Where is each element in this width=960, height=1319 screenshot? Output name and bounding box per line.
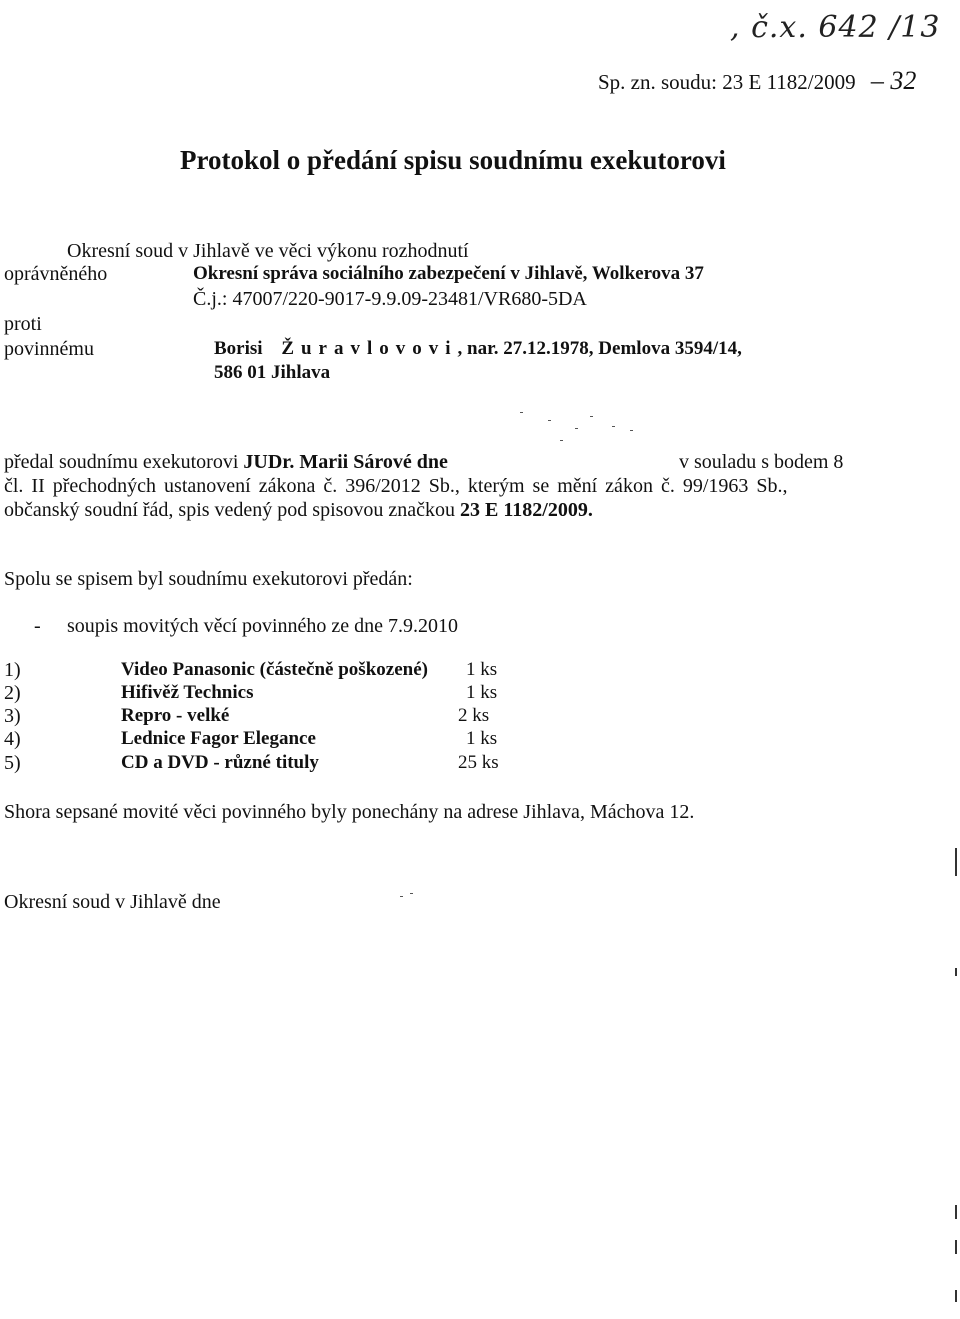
footer-note: Shora sepsané movité věci povinného byly ponechány na adrese Jihlava, Máchova 12. [4, 801, 695, 823]
item-name: Lednice Fagor Elegance [121, 728, 316, 749]
scan-edge-mark [955, 848, 957, 876]
scan-speck [520, 412, 523, 413]
scan-edge-mark [955, 1205, 957, 1219]
against-label: proti [4, 313, 42, 335]
case-reference-text: Sp. zn. soudu: 23 E 1182/2009 [598, 70, 856, 94]
scan-speck [410, 893, 413, 894]
creditor-reference: Č.j.: 47007/220-9017-9.9.09-23481/VR680-5DA [193, 288, 587, 310]
item-quantity: 1 ks [466, 682, 498, 703]
scan-speck [575, 428, 578, 429]
page-title: Protokol o předání spisu soudnímu exekutorovi [180, 145, 726, 175]
scan-edge-mark [955, 1290, 957, 1302]
item-number: 1) [4, 659, 21, 681]
handover-line-1-plain: předal soudnímu exekutorovi [4, 451, 244, 473]
debtor-city: 586 01 Jihlava [214, 362, 331, 383]
debtor-surname: Žuravlovovi [281, 338, 458, 359]
handover-line-1 [4, 450, 866, 474]
case-reference-handwritten: – 32 [870, 66, 917, 95]
creditor-name: Okresní správa sociálního zabezpečení v Jihlavě, Wolkerova 37 [193, 263, 704, 284]
item-quantity: 2 ks [458, 705, 490, 726]
scan-edge-mark [955, 968, 957, 976]
item-name: Repro - velké [121, 705, 230, 726]
debtor-label: povinnému [4, 338, 94, 360]
handwritten-page-mark: , č.x. 642 /13 [730, 10, 941, 45]
case-number: 23 E 1182/2009. [460, 499, 593, 521]
handover-line-3 [4, 498, 866, 522]
scan-speck [630, 430, 633, 431]
item-number: 2) [4, 682, 21, 704]
handover-line-1-right: v souladu s bodem 8 [679, 451, 844, 473]
debtor-name [214, 337, 742, 361]
scan-speck [612, 426, 615, 427]
item-number: 5) [4, 752, 21, 774]
scan-edge-mark [955, 1240, 957, 1254]
item-quantity: 1 ks [466, 659, 498, 680]
item-quantity: 25 ks [458, 752, 499, 773]
item-quantity: 1 ks [466, 728, 498, 749]
case-reference [598, 66, 916, 96]
scan-speck [560, 440, 563, 441]
creditor-label: oprávněného [4, 263, 108, 285]
court-date-line: Okresní soud v Jihlavě dne [4, 891, 221, 913]
court-line: Okresní soud v Jihlavě ve věci výkonu rozhodnutí [67, 240, 469, 262]
bullet-dash: - [34, 615, 41, 637]
item-name: Video Panasonic (částečně poškozené) [121, 659, 428, 680]
enclosure-item: soupis movitých věcí povinného ze dne 7.9.2010 [67, 615, 459, 637]
debtor-name-prefix: Borisi [214, 338, 263, 359]
handover-line-3-plain: občanský soudní řád, spis vedený pod spisovou značkou [4, 499, 461, 521]
item-number: 3) [4, 705, 21, 727]
scan-speck [400, 896, 403, 897]
item-name: Hifivěž Technics [121, 682, 254, 703]
executor-name: JUDr. Marii Sárové dne [243, 451, 448, 473]
item-number: 4) [4, 728, 21, 750]
item-name: CD a DVD - různé tituly [121, 752, 319, 773]
debtor-details: , nar. 27.12.1978, Demlova 3594/14, [457, 338, 742, 359]
scan-speck [548, 420, 551, 421]
enclosures-intro: Spolu se spisem byl soudnímu exekutorovi předán: [4, 568, 413, 590]
handover-line-2: čl. II přechodných ustanovení zákona č. 396/2012 Sb., kterým se mění zákon č. 99/1963 Sb., [4, 475, 788, 497]
scan-speck [590, 416, 593, 417]
handover-paragraph [4, 450, 866, 522]
